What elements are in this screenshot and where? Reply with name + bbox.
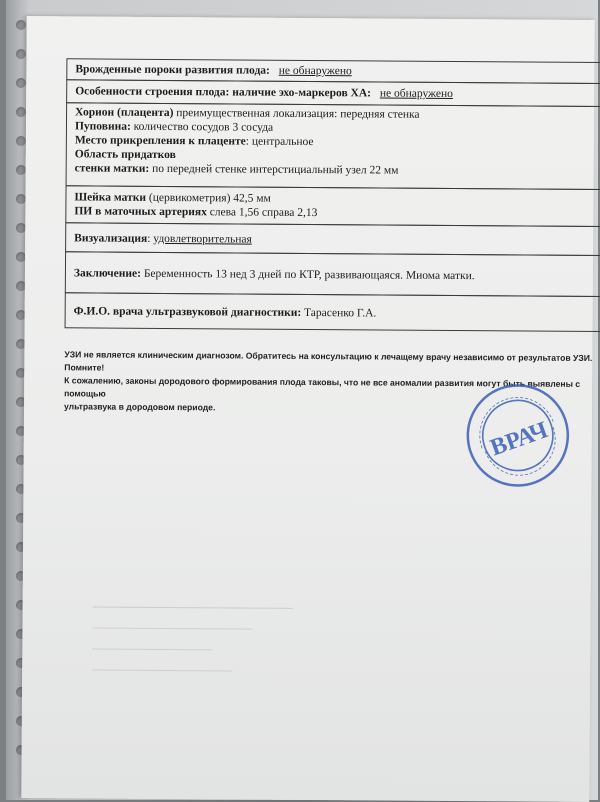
doctor-name: Тарасенко Г.А. — [301, 306, 377, 320]
defects-label: Врожденные пороки развития плода: — [75, 63, 270, 77]
row-doctor — [65, 292, 600, 332]
cord-text: количество сосудов 3 сосуда — [130, 120, 274, 134]
uterus-text: по передней стенке интерстициальный узел 22 мм — [149, 162, 399, 177]
row-conclusion — [65, 251, 600, 297]
defects-value: не обнаружено — [278, 64, 352, 78]
cervix-text: (цервикометрия) 42,5 мм — [145, 191, 271, 205]
document-page — [21, 16, 594, 802]
visualization-value: удовлетворительная — [153, 232, 252, 246]
binder-hole — [16, 49, 26, 59]
pi-label: ПИ в маточных артериях — [74, 205, 207, 219]
visualization-label: Визуализация — [74, 232, 148, 245]
doctor-stamp — [461, 379, 574, 492]
doctor-label: Ф.И.О. врача ультразвуковой диагностики: — [73, 305, 302, 319]
attach-text: : центральное — [245, 135, 314, 149]
cervix-label: Шейка матки — [74, 191, 147, 204]
disclaimer-line-1: УЗИ не является клиническим диагнозом. Обратитесь на консультацию к лечащему врачу независимо от результатов УЗИ. Помните! — [64, 349, 593, 373]
row-visualization: Визуализация: удовлетворительная — [65, 222, 600, 256]
row-cervix — [65, 185, 600, 227]
binder-hole — [16, 107, 26, 117]
structure-value: не обнаружено — [379, 87, 453, 101]
binder-hole — [16, 136, 26, 146]
disclaimer-line-3: ультразвука в дородовом периоде. — [63, 401, 216, 413]
conclusion-label: Заключение: — [73, 267, 142, 280]
pi-line — [74, 204, 593, 222]
uterus-line — [75, 161, 594, 179]
svg-text:ВРАЧ: ВРАЧ — [487, 417, 552, 462]
attach-label: Место прикрепления к плаценте — [74, 134, 246, 148]
adnexa-line: Область придатков — [74, 148, 176, 162]
chorion-label: Хорион (плацента) — [75, 106, 174, 120]
binder-hole — [16, 20, 26, 30]
binder-hole — [16, 165, 26, 175]
disclaimer-line-2: К сожалению, законы дородового формирования плода таковы, что не все аномалии развития могут быть выявлены с помощью — [64, 375, 581, 399]
binder-hole — [16, 78, 26, 88]
chorion-text: преимущественная локализация: передняя стенка — [173, 107, 420, 121]
structure-label: Особенности строения плода: наличие эхо-маркеров ХА: — [75, 85, 372, 100]
conclusion-text: Беременность 13 нед 3 дней по КТР, развивающаяся. Миома матки. — [140, 267, 475, 283]
uterus-label: стенки матки: — [74, 162, 150, 175]
show-through — [92, 577, 293, 718]
row-placenta — [66, 102, 600, 190]
pi-text: слева 1,56 справа 2,13 — [206, 206, 318, 220]
cord-label: Пуповина: — [74, 120, 131, 133]
